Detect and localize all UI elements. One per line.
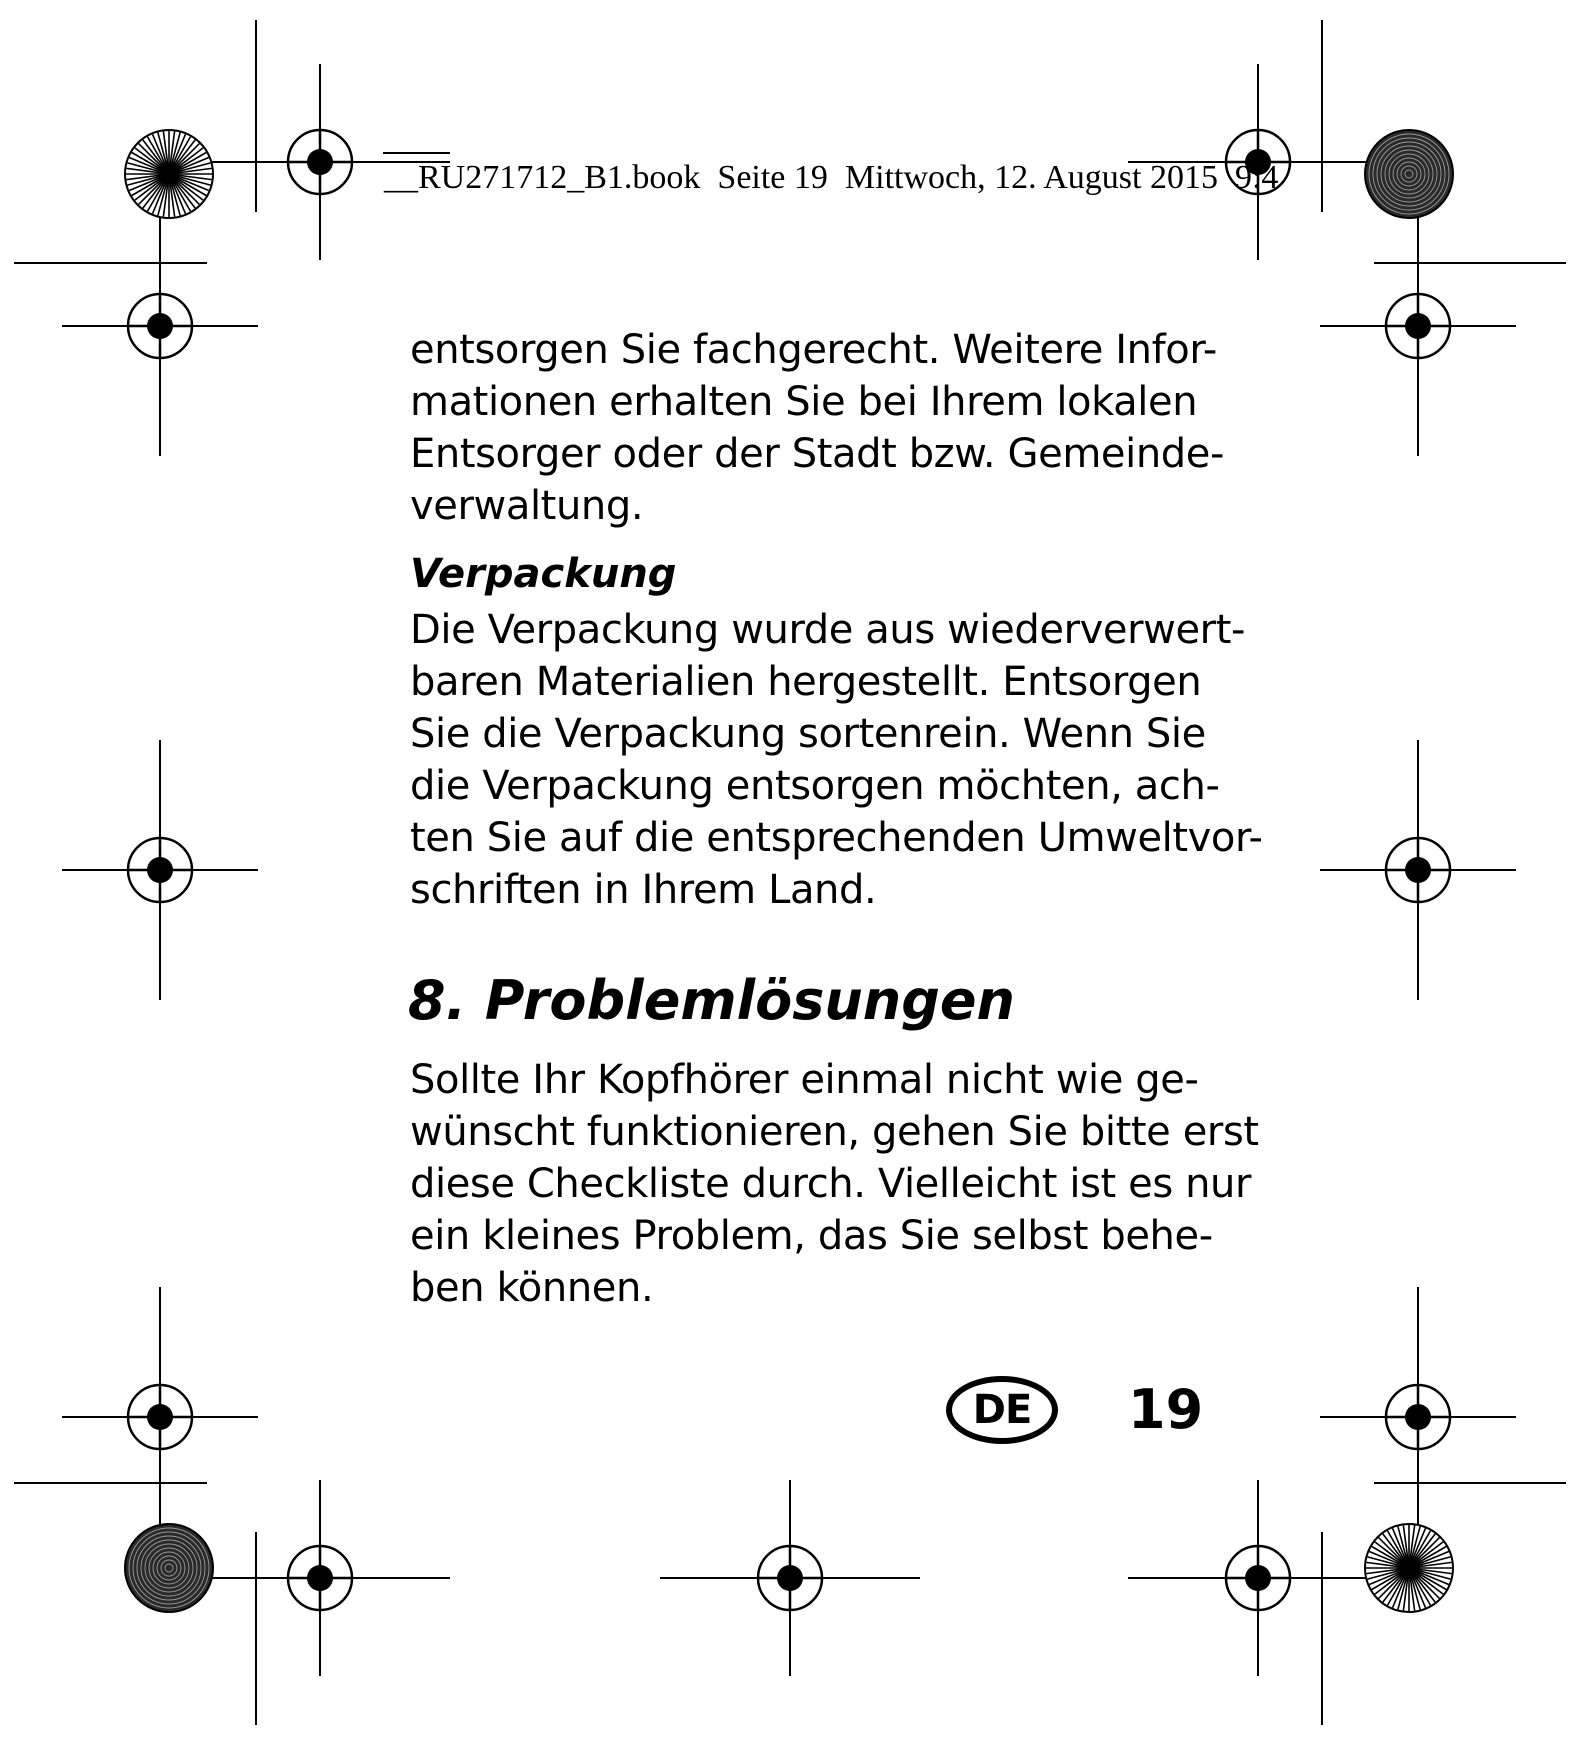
starburst-target-icon xyxy=(125,130,213,218)
text-line: Die Verpackung wurde aus wiederverwert- xyxy=(410,607,1246,653)
troubleshooting-paragraph xyxy=(410,1054,1259,1314)
registration-crosshair-icon xyxy=(62,740,258,1000)
registration-crosshair-icon xyxy=(190,1480,450,1676)
registration-crosshair-icon xyxy=(1128,1480,1388,1676)
text-line: entsorgen Sie fachgerecht. Weitere Infor- xyxy=(410,327,1217,373)
starburst-target-icon xyxy=(1365,130,1453,218)
text-line: wünscht funktionieren, gehen Sie bitte erst xyxy=(410,1109,1259,1155)
text-line: verwaltung. xyxy=(410,483,644,529)
text-line: Sollte Ihr Kopfhörer einmal nicht wie ge- xyxy=(410,1057,1199,1103)
print-slug-line: __RU271712_B1.book Seite 19 Mittwoch, 12. August 2015 9:4 xyxy=(384,159,1279,196)
packaging-paragraph xyxy=(410,604,1263,916)
starburst-target-icon xyxy=(1365,1524,1453,1612)
registration-crosshair-icon xyxy=(62,1287,258,1547)
text-line: diese Checkliste durch. Vielleicht ist es nur xyxy=(410,1161,1252,1207)
registration-crosshair-icon xyxy=(1320,740,1516,1000)
section-heading: 8. Problemlösungen xyxy=(408,969,1015,1032)
disposal-paragraph xyxy=(410,324,1230,532)
text-line: Sie die Verpackung sortenrein. Wenn Sie xyxy=(410,711,1206,757)
registration-crosshair-icon xyxy=(660,1480,920,1676)
text-line: ein kleines Problem, das Sie selbst behe- xyxy=(410,1213,1213,1259)
text-line: mationen erhalten Sie bei Ihrem lokalen xyxy=(410,379,1198,425)
text-line: Entsorger oder der Stadt bzw. Gemeinde- xyxy=(410,431,1225,477)
text-line: ten Sie auf die entsprechenden Umweltvor- xyxy=(410,815,1263,861)
text-line: die Verpackung entsorgen möchten, ach- xyxy=(410,763,1220,809)
registration-crosshair-icon xyxy=(1320,1287,1516,1547)
registration-crosshair-icon xyxy=(62,196,258,456)
packaging-heading: Verpackung xyxy=(410,551,677,597)
text-line: schriften in Ihrem Land. xyxy=(410,867,877,913)
page-number: 19 xyxy=(1128,1378,1204,1441)
text-line: ben können. xyxy=(410,1265,654,1311)
registration-crosshair-icon xyxy=(1320,196,1516,456)
text-line: baren Materialien hergestellt. Entsorgen xyxy=(410,659,1202,705)
starburst-target-icon xyxy=(125,1524,213,1612)
language-badge: DE xyxy=(946,1376,1058,1444)
